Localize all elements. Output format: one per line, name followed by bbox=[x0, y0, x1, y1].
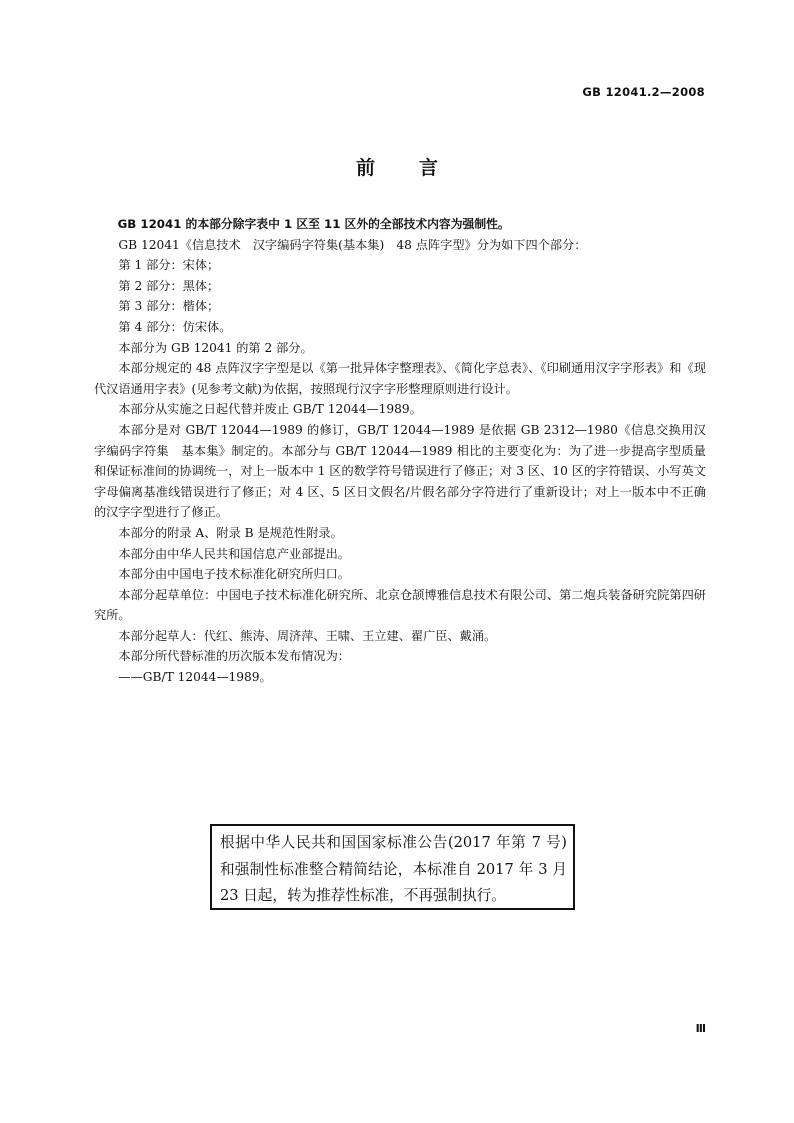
paragraph-drafting-units: 本部分起草单位：中国电子技术标准化研究所、北京仓颉博雅信息技术有限公司、第二炮兵装备研究院第四研究所。 bbox=[94, 587, 706, 623]
paragraph-annexes: 本部分的附录 A、附录 B 是规范性附录。 bbox=[118, 525, 343, 540]
paragraph-revision-changes: 本部分是对 GB/T 12044—1989 的修订，GB/T 12044—1989 是依据 GB 2312—1980《信息交换用汉字编码字符集 基本集》制定的。本部分与 GB/T 12044—1989 相比的主要变化为：为了进一步提高字型质量和保证标准间的协调统一，对上一版本中 1 区的数学符号错误进行了修正；对 3 区、10 区的字符错误、小写英文字母偏离基准线错误进行了修正；对 4 区、5 区日文假名/片假名部分字符进行了重新设计；对上一版本中不正确的汉字字型进行了修正。 bbox=[94, 422, 706, 520]
list-item-part-2: 第 2 部分：黑体； bbox=[118, 278, 220, 293]
page-number: Ⅲ bbox=[695, 1022, 706, 1035]
paragraph-parts-intro: GB 12041《信息技术 汉字编码字符集(基本集) 48 点阵字型》分为如下四个部分： bbox=[118, 237, 587, 252]
paragraph-drafters: 本部分起草人：代红、熊涛、周济萍、王啸、王立建、翟广臣、戴涌。 bbox=[118, 628, 497, 643]
notice-box: 根据中华人民共和国国家标准公告(2017 年第 7 号)和强制性标准整合精简结论，本标准自 2017 年 3 月 23 日起，转为推荐性标准，不再强制执行。 bbox=[210, 824, 575, 910]
standard-code: GB 12041.2—2008 bbox=[582, 85, 705, 99]
list-item-part-3: 第 3 部分：楷体； bbox=[118, 299, 220, 314]
paragraph-mandatory-statement: GB 12041 的本部分除字表中 1 区至 11 区外的全部技术内容为强制性。 bbox=[117, 217, 510, 231]
paragraph-replaces: 本部分从实施之日起代替并废止 GB/T 12044—1989。 bbox=[118, 402, 422, 417]
foreword-body bbox=[94, 214, 706, 688]
list-item-part-1: 第 1 部分：宋体； bbox=[118, 258, 220, 273]
list-item-part-4: 第 4 部分：仿宋体。 bbox=[118, 319, 232, 334]
paragraph-administered-by: 本部分由中国电子技术标准化研究所归口。 bbox=[118, 567, 350, 582]
paragraph-history-intro: 本部分所代替标准的历次版本发布情况为： bbox=[118, 649, 350, 664]
paragraph-part-number: 本部分为 GB 12041 的第 2 部分。 bbox=[118, 340, 313, 355]
page-title: 前言 bbox=[355, 157, 482, 179]
paragraph-basis: 本部分规定的 48 点阵汉字字型是以《第一批异体字整理表》、《简化字总表》、《印刷通用汉字字形表》和《现代汉语通用字表》(见参考文献)为依据，按照现行汉字字形整理原则进行设计。 bbox=[94, 361, 706, 396]
paragraph-history-item: ——GB/T 12044—1989。 bbox=[118, 670, 272, 685]
paragraph-proposed-by: 本部分由中华人民共和国信息产业部提出。 bbox=[118, 546, 350, 561]
